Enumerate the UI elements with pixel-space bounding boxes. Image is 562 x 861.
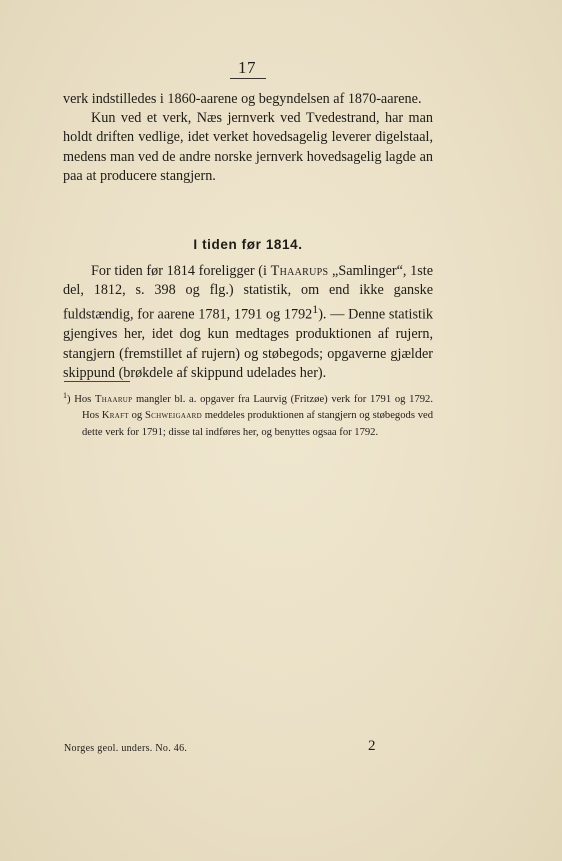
author-name: Kraft — [101, 410, 129, 422]
text-segment: ). — Denne statistik gjengives her, idet dog kun medtages produktionen af rujern, stangjern (fremstillet af rujern) og støbegods; opgaverne gjælder skippund (brøkdele af skippund udelades her). — [63, 307, 433, 381]
text-segment: og — [128, 410, 145, 422]
text-segment: ) Hos — [67, 394, 95, 405]
paragraph-naes-jernverk: Kun ved et verk, Næs jernverk ved Tvedestrand, har man holdt driften vedlige, idet verket hovedsagelig leverer digelstaal, medens man ved de andre norske jernverk hovedsagelig lagde an paa at producere stangjern. — [63, 110, 433, 184]
page-number: 17 — [238, 58, 256, 77]
paragraph-continuation: verk indstilledes i 1860-aarene og begyndelsen af 1870-aarene. — [63, 91, 422, 107]
footnote-marker: 1 — [63, 391, 67, 400]
page-number-underline — [230, 78, 266, 79]
author-name: Thaarups — [270, 263, 329, 279]
section-text-block — [63, 262, 433, 383]
footnote-reference: 1 — [312, 302, 319, 317]
author-name: Schweigaard — [144, 410, 202, 422]
footer-series: Norges geol. unders. No. 46. — [64, 743, 188, 754]
text-segment: „Samlinger“, 1ste del, 1812, s. 398 og flg.) statistik, om end ikke ganske fuldstændig, for aarene 1781, 1791 og 1792 — [63, 263, 434, 324]
text-segment: For tiden før 1814 foreligger (i — [91, 263, 271, 279]
paragraph-statistics — [63, 262, 433, 383]
footer-signature-mark: 2 — [368, 738, 376, 754]
footnote-body — [63, 388, 433, 441]
opening-text-block — [63, 90, 433, 186]
text-segment: meddeles produktionen af stangjern og støbegods ved dette verk for 1791; disse tal indføres her, og benyttes ogsaa for 1792. — [82, 410, 433, 438]
text-segment: mangler bl. a. opgaver fra Laurvig (Fritzøe) verk for 1791 og 1792. Hos — [82, 394, 433, 422]
footnote — [63, 388, 433, 441]
footnote-separator — [64, 381, 130, 382]
author-name: Thaarup — [95, 394, 133, 405]
section-heading: I tiden før 1814. — [193, 237, 303, 252]
